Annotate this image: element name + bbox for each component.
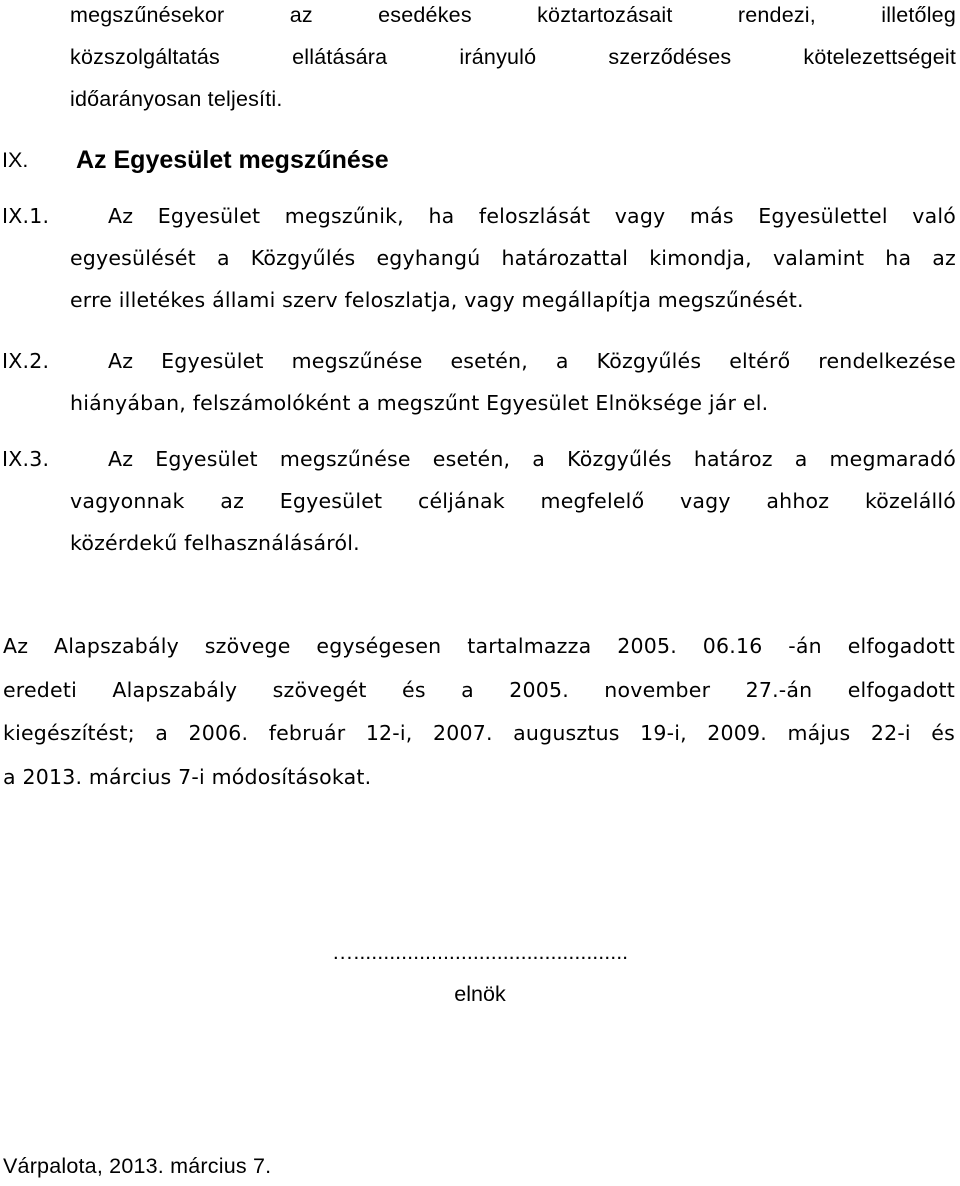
intro-line-1: megszűnésekor az esedékes köztartozásait rendezi, illetőleg: [70, 3, 956, 27]
item-line-3: közérdekű felhasználásáról.: [70, 531, 360, 555]
section-title: Az Egyesület megszűnése: [76, 146, 389, 174]
closing-line-2: eredeti Alapszabály szövegét és a 2005. november 27.-án elfogadott: [3, 677, 955, 702]
item-ix-3: [2, 438, 956, 564]
section-heading: [2, 138, 702, 182]
item-line-1: Az Egyesület megszűnése esetén, a Közgyűlés határoz a megmaradó: [108, 447, 956, 471]
closing-paragraph: [3, 625, 955, 799]
place-date: Várpalota, 2013. március 7.: [3, 1154, 272, 1178]
closing-line-3: kiegészítést; a 2006. február 12-i, 2007. augusztus 19-i, 2009. május 22-i és: [3, 721, 955, 745]
intro-paragraph: [70, 0, 956, 120]
item-line-1: Az Egyesület megszűnik, ha feloszlását vagy más Egyesülettel való: [108, 204, 956, 228]
intro-line-3: időarányosan teljesíti.: [70, 87, 283, 111]
item-number: IX.3.: [2, 447, 50, 471]
intro-line-2: közszolgáltatás ellátására irányuló szerződéses kötelezettségeit: [70, 45, 956, 69]
signature-role: elnök: [454, 982, 506, 1006]
section-number: IX.: [2, 148, 29, 172]
item-line-2: hiányában, felszámolóként a megszűnt Egyesület Elnöksége jár el.: [70, 391, 769, 415]
item-number: IX.2.: [2, 349, 50, 373]
item-ix-1: [2, 195, 956, 321]
item-ix-2: [2, 340, 956, 424]
closing-line-1: Az Alapszabály szövege egységesen tartalmazza 2005. 06.16 -án elfogadott: [3, 634, 955, 658]
item-number: IX.1.: [2, 204, 50, 228]
item-line-1: Az Egyesület megszűnése esetén, a Közgyűlés eltérő rendelkezése: [108, 349, 956, 373]
closing-line-4: a 2013. március 7-i módosításokat.: [3, 764, 372, 789]
signature-dots: …..............................................: [331, 940, 629, 964]
item-line-2: vagyonnak az Egyesület céljának megfelelő vagy ahhoz közelálló: [70, 489, 956, 513]
item-line-2: egyesülését a Közgyűlés egyhangú határozattal kimondja, valamint ha az: [70, 246, 956, 270]
item-line-3: erre illetékes állami szerv feloszlatja, vagy megállapítja megszűnését.: [70, 288, 804, 312]
